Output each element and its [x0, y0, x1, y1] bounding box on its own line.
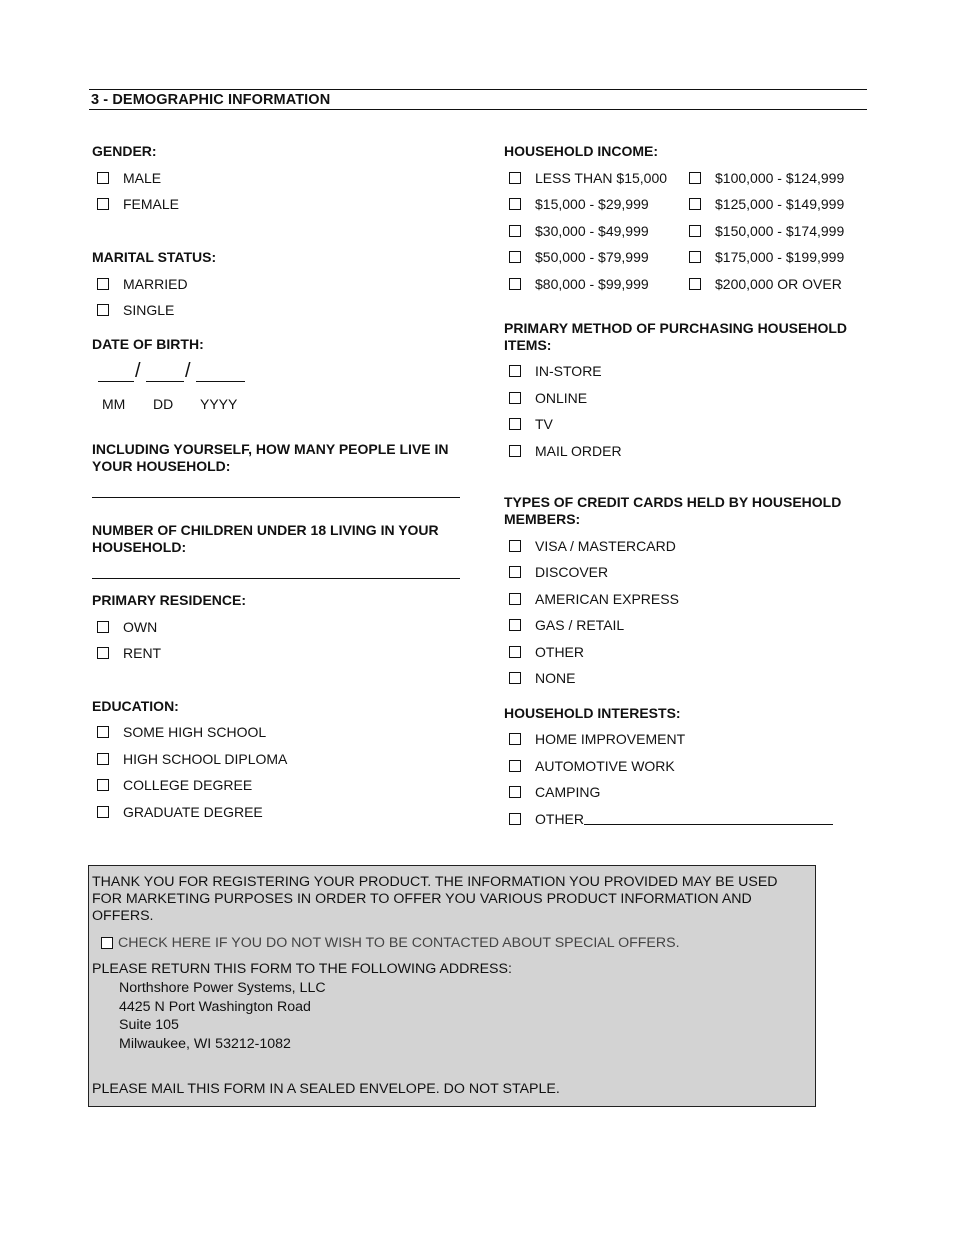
interests-label: HOUSEHOLD INTERESTS:	[504, 705, 681, 721]
checkbox[interactable]	[97, 779, 109, 791]
option-label: LESS THAN $15,000	[535, 170, 668, 186]
option-label: $150,000 - $174,999	[715, 223, 845, 239]
address-line: Northshore Power Systems, LLC	[119, 980, 326, 996]
income-option[interactable]	[509, 276, 649, 292]
purchasing-option[interactable]	[509, 363, 602, 379]
dob-label: DATE OF BIRTH:	[92, 336, 204, 352]
interest-option-other[interactable]	[509, 811, 584, 827]
option-label: IN-STORE	[535, 363, 602, 379]
checkbox[interactable]	[509, 593, 521, 605]
checkbox[interactable]	[509, 813, 521, 825]
marital-status-label: MARITAL STATUS:	[92, 249, 217, 265]
checkbox[interactable]	[101, 937, 113, 949]
dob-day-field[interactable]	[146, 381, 184, 382]
education-option[interactable]	[97, 804, 263, 820]
option-label: DISCOVER	[535, 564, 609, 580]
dob-mm-label: MM	[102, 396, 126, 412]
option-label: MARRIED	[123, 276, 188, 292]
checkbox[interactable]	[509, 365, 521, 377]
credit-card-option[interactable]	[509, 538, 676, 554]
option-label: FEMALE	[123, 196, 180, 212]
mail-note: PLEASE MAIL THIS FORM IN A SEALED ENVELOPE. DO NOT STAPLE.	[92, 1081, 560, 1097]
option-label: $80,000 - $99,999	[535, 276, 649, 292]
address-line: 4425 N Port Washington Road	[119, 999, 311, 1015]
purchasing-option[interactable]	[509, 443, 622, 459]
section-header	[89, 89, 867, 110]
dob-month-field[interactable]	[98, 381, 134, 382]
credit-card-option[interactable]	[509, 591, 679, 607]
credit-card-option[interactable]	[509, 564, 608, 580]
checkbox[interactable]	[97, 198, 109, 210]
education-option[interactable]	[97, 777, 252, 793]
credit-card-option[interactable]	[509, 644, 584, 660]
interest-option[interactable]	[509, 758, 675, 774]
marital-option-single[interactable]	[97, 302, 174, 318]
income-option[interactable]	[689, 276, 842, 292]
option-label: TV	[535, 416, 553, 432]
education-option[interactable]	[97, 751, 287, 767]
option-label: OWN	[123, 619, 158, 635]
checkbox[interactable]	[509, 540, 521, 552]
checkbox[interactable]	[509, 172, 521, 184]
option-label: OTHER	[535, 811, 584, 827]
checkbox[interactable]	[689, 225, 701, 237]
option-label: AMERICAN EXPRESS	[535, 591, 679, 607]
checkbox[interactable]	[509, 198, 521, 210]
option-label: NONE	[535, 670, 576, 686]
option-label: MALE	[123, 170, 162, 186]
income-option[interactable]	[689, 170, 844, 186]
income-option[interactable]	[689, 196, 844, 212]
credit-cards-label: TYPES OF CREDIT CARDS HELD BY HOUSEHOLD MEMBERS:	[504, 494, 842, 527]
option-label: GAS / RETAIL	[535, 617, 625, 633]
checkbox[interactable]	[689, 251, 701, 263]
checkbox[interactable]	[97, 753, 109, 765]
checkbox[interactable]	[97, 304, 109, 316]
dob-dd-label: DD	[153, 396, 174, 412]
income-option[interactable]	[509, 170, 667, 186]
option-label: $15,000 - $29,999	[535, 196, 649, 212]
option-label: $175,000 - $199,999	[715, 249, 845, 265]
household-size-label: INCLUDING YOURSELF, HOW MANY PEOPLE LIVE IN YOUR HOUSEHOLD:	[92, 441, 449, 474]
option-label: GRADUATE DEGREE	[123, 804, 263, 820]
marital-option-married[interactable]	[97, 276, 188, 292]
checkbox[interactable]	[509, 251, 521, 263]
gender-label: GENDER:	[92, 143, 157, 159]
option-label: $100,000 - $124,999	[715, 170, 845, 186]
opt-out-option[interactable]	[101, 935, 680, 951]
income-option[interactable]	[509, 223, 649, 239]
option-label: MAIL ORDER	[535, 443, 622, 459]
checkbox[interactable]	[509, 278, 521, 290]
option-label: SINGLE	[123, 302, 175, 318]
checkbox[interactable]	[509, 445, 521, 457]
education-option[interactable]	[97, 724, 266, 740]
dob-separator: /	[135, 360, 141, 382]
children-label: NUMBER OF CHILDREN UNDER 18 LIVING IN YOUR HOUSEHOLD:	[92, 522, 439, 555]
checkbox[interactable]	[509, 619, 521, 631]
checkbox[interactable]	[509, 733, 521, 745]
checkbox[interactable]	[97, 278, 109, 290]
interest-option[interactable]	[509, 784, 600, 800]
income-label: HOUSEHOLD INCOME:	[504, 143, 658, 159]
interest-other-field[interactable]	[584, 824, 833, 825]
option-label: $125,000 - $149,999	[715, 196, 845, 212]
checkbox[interactable]	[97, 647, 109, 659]
checkbox[interactable]	[97, 621, 109, 633]
option-label: HOME IMPROVEMENT	[535, 731, 686, 747]
credit-card-option[interactable]	[509, 617, 624, 633]
checkbox[interactable]	[97, 726, 109, 738]
section-title: 3 - DEMOGRAPHIC INFORMATION	[91, 92, 331, 108]
option-label: $50,000 - $79,999	[535, 249, 649, 265]
checkbox[interactable]	[509, 760, 521, 772]
checkbox[interactable]	[509, 392, 521, 404]
option-label: ONLINE	[535, 390, 588, 406]
dob-year-field[interactable]	[196, 381, 245, 382]
option-label: $200,000 OR OVER	[715, 276, 842, 292]
dob-separator: /	[185, 360, 191, 382]
return-address-label: PLEASE RETURN THIS FORM TO THE FOLLOWING ADDRESS:	[92, 961, 512, 977]
gender-option-female[interactable]	[97, 196, 179, 212]
residence-label: PRIMARY RESIDENCE:	[92, 592, 247, 608]
interest-option[interactable]	[509, 731, 685, 747]
checkbox[interactable]	[689, 278, 701, 290]
option-label: $30,000 - $49,999	[535, 223, 649, 239]
purchasing-option[interactable]	[509, 390, 587, 406]
income-option[interactable]	[509, 249, 649, 265]
checkbox[interactable]	[509, 786, 521, 798]
opt-out-label: CHECK HERE IF YOU DO NOT WISH TO BE CONTACTED ABOUT SPECIAL OFFERS.	[118, 935, 680, 951]
checkbox[interactable]	[509, 418, 521, 430]
residence-option-own[interactable]	[97, 619, 157, 635]
address-line: Suite 105	[119, 1017, 179, 1033]
option-label: RENT	[123, 645, 162, 661]
option-label: OTHER	[535, 644, 584, 660]
checkbox[interactable]	[97, 172, 109, 184]
option-label: COLLEGE DEGREE	[123, 777, 253, 793]
checkbox[interactable]	[509, 566, 521, 578]
checkbox[interactable]	[97, 806, 109, 818]
option-label: CAMPING	[535, 784, 601, 800]
household-size-field[interactable]	[92, 497, 460, 498]
checkbox[interactable]	[509, 646, 521, 658]
option-label: SOME HIGH SCHOOL	[123, 724, 267, 740]
thank-you-text: THANK YOU FOR REGISTERING YOUR PRODUCT. THE INFORMATION YOU PROVIDED MAY BE USED FOR MARKETING PURPOSES IN ORDER TO OFFER YOU VARIOUS PRODUCT INFORMATION AND OFFERS.	[92, 874, 778, 924]
income-option[interactable]	[689, 223, 844, 239]
checkbox[interactable]	[689, 198, 701, 210]
credit-card-option[interactable]	[509, 670, 575, 686]
purchasing-option[interactable]	[509, 416, 553, 432]
purchasing-method-label: PRIMARY METHOD OF PURCHASING HOUSEHOLD ITEMS:	[504, 320, 848, 353]
income-option[interactable]	[689, 249, 844, 265]
dob-yyyy-label: YYYY	[200, 396, 238, 412]
checkbox[interactable]	[689, 172, 701, 184]
checkbox[interactable]	[509, 672, 521, 684]
gender-option-male[interactable]	[97, 170, 161, 186]
residence-option-rent[interactable]	[97, 645, 161, 661]
option-label: VISA / MASTERCARD	[535, 538, 676, 554]
education-label: EDUCATION:	[92, 698, 179, 714]
income-option[interactable]	[509, 196, 649, 212]
checkbox[interactable]	[509, 225, 521, 237]
children-field[interactable]	[92, 578, 460, 579]
address-line: Milwaukee, WI 53212-1082	[119, 1036, 291, 1052]
option-label: AUTOMOTIVE WORK	[535, 758, 675, 774]
option-label: HIGH SCHOOL DIPLOMA	[123, 751, 288, 767]
